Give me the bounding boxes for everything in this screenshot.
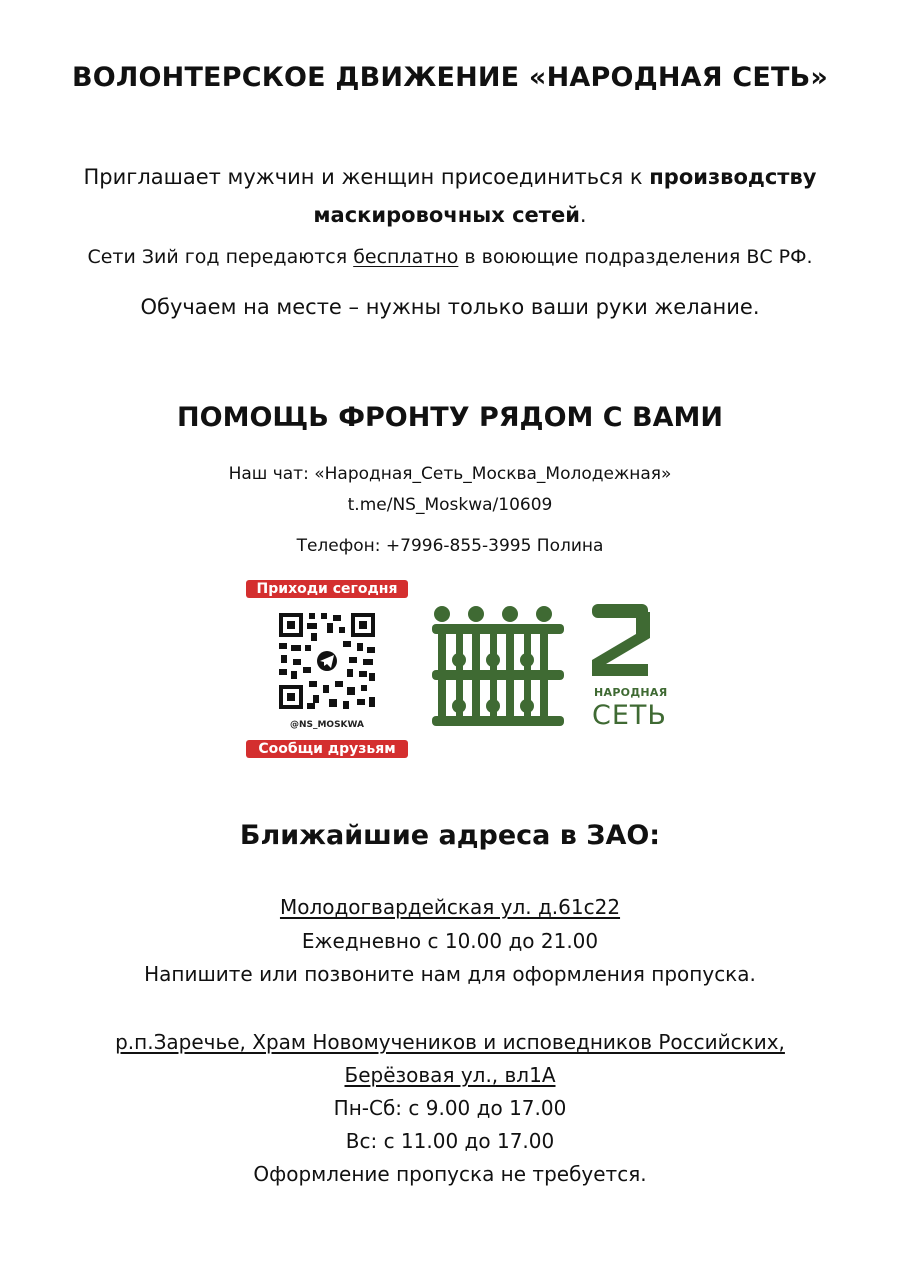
come-today-label: Приходи сегодня <box>246 580 408 598</box>
nets-suffix: в воюющие подразделения ВС РФ. <box>458 246 813 268</box>
brand-mark <box>580 600 670 740</box>
invitation-suffix: . <box>579 203 587 227</box>
page-title: ВОЛОНТЕРСКОЕ ДВИЖЕНИЕ «НАРОДНАЯ СЕТЬ» <box>71 62 829 93</box>
chat-name: Наш чат: «Народная_Сеть_Москва_Молодежная» <box>228 464 672 484</box>
address-2-note: Оформление пропуска не требуется. <box>253 1162 647 1186</box>
address-2-hours-weekdays: Пн-Сб: с 9.00 до 17.00 <box>333 1096 567 1120</box>
help-heading: ПОМОЩЬ ФРОНТУ РЯДОМ С ВАМИ <box>177 402 723 433</box>
qr-code[interactable] <box>277 611 377 711</box>
brand-small-text: НАРОДНАЯ <box>594 686 668 699</box>
nets-info <box>0 246 900 268</box>
address-1-note: Напишите или позвоните нам для оформления пропуска. <box>144 962 756 986</box>
address-2-hours-sunday: Вс: с 11.00 до 17.00 <box>345 1129 555 1153</box>
training-info: Обучаем на месте – нужны только ваши руки желание. <box>140 295 760 319</box>
chat-link[interactable]: t.me/NS_Moskwa/10609 <box>347 495 553 515</box>
chat-info <box>0 459 900 521</box>
invitation-bold-2: маскировочных сетей <box>313 203 580 227</box>
phone-info: Телефон: +7996-855-3995 Полина <box>296 536 604 556</box>
address-1: Молодогвардейская ул. д.61с22 <box>279 895 621 919</box>
brand-logo-icon <box>588 600 658 680</box>
qr-block <box>246 578 408 768</box>
invitation-prefix: Приглашает мужчин и женщин присоединиться к <box>83 165 650 189</box>
addresses-heading: Ближайшие адреса в ЗАО: <box>239 820 661 851</box>
telegram-handle: @NS_MOSKWA <box>289 720 365 730</box>
tell-friends-label: Сообщи друзьям <box>246 740 408 758</box>
nets-prefix: Сети Зий год передаются <box>87 246 354 268</box>
brand-big-text: СЕТЬ <box>592 700 667 731</box>
invitation-bold-1: производству <box>649 165 817 189</box>
address-2-line1: р.п.Заречье, Храм Новомучеников и исповедников Российских, <box>115 1030 785 1054</box>
people-net-logo <box>428 600 568 740</box>
invitation-text <box>0 158 900 234</box>
nets-free: бесплатно <box>353 246 459 268</box>
address-1-hours: Ежедневно с 10.00 до 21.00 <box>301 929 599 953</box>
address-2-line2: Берёзовая ул., вл1А <box>344 1063 556 1087</box>
